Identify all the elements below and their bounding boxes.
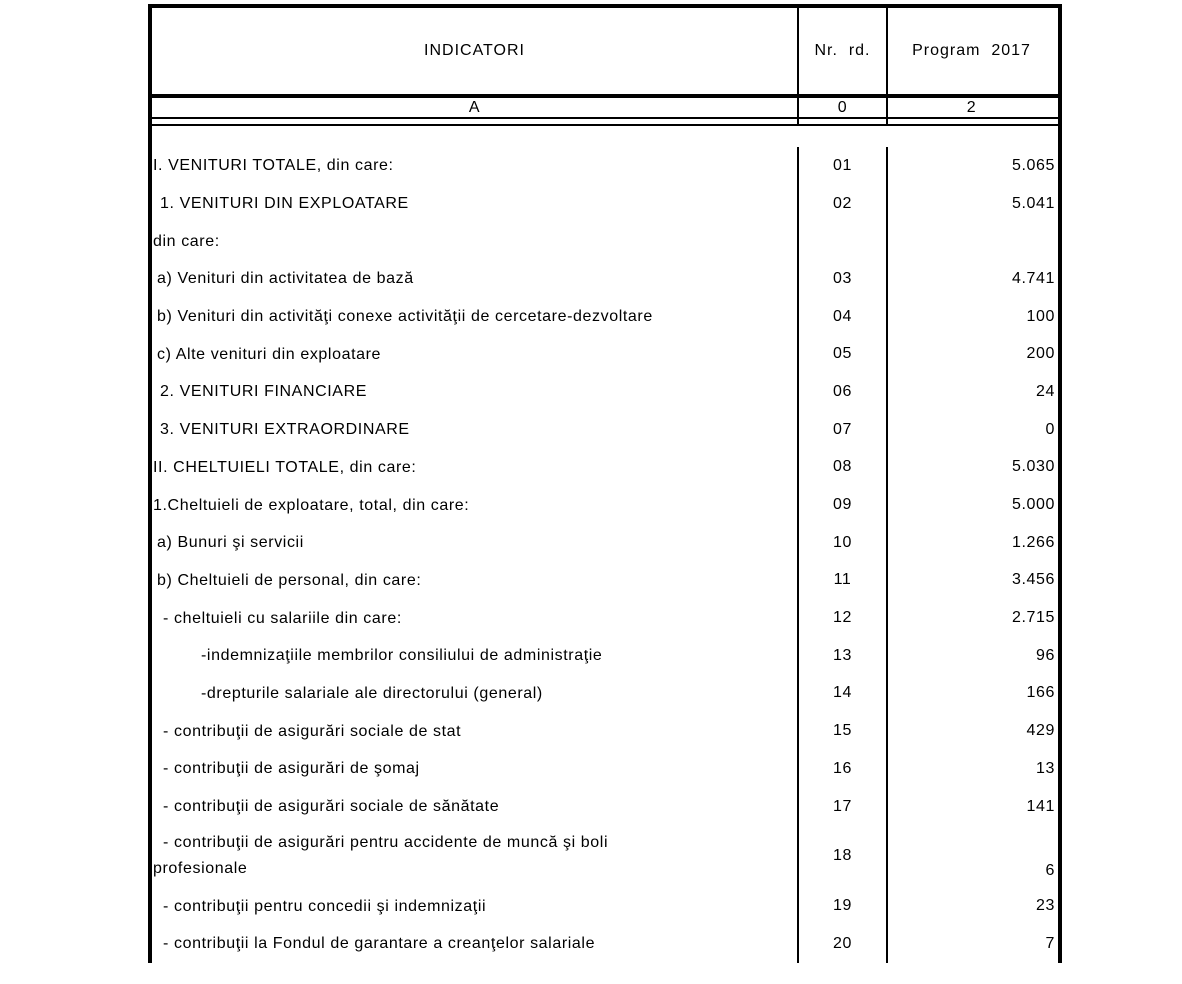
header-program-2017: Program 2017 [886,8,1058,94]
row-nr: 18 [797,825,886,887]
row-nr: 07 [797,411,886,449]
row-label-line2: profesionale [153,860,248,878]
row-program-value: 23 [886,887,1058,925]
subheader-0: 0 [797,98,886,117]
row-nr: 17 [797,788,886,826]
row-indicator-cell [152,185,797,223]
row-indicator-cell [152,373,797,411]
row-label: -indemnizaţiile membrilor consiliului de administraţie [201,647,603,665]
row-label: - contribuţii de asigurări de şomaj [163,760,420,778]
row-nr: 06 [797,373,886,411]
row-indicator-cell [152,675,797,713]
row-label: II. CHELTUIELI TOTALE, din care: [153,458,417,476]
row-label: I. VENITURI TOTALE, din care: [153,157,394,175]
table-row [152,750,1058,788]
table-row [152,599,1058,637]
row-indicator-cell [152,562,797,600]
row-label: b) Cheltuieli de personal, din care: [157,571,422,589]
row-indicator-cell [152,887,797,925]
row-indicator-cell [152,260,797,298]
row-label: - contribuţii pentru concedii şi indemnizaţii [163,897,487,915]
row-program-value: 4.741 [886,260,1058,298]
row-nr: 19 [797,887,886,925]
row-label: - contribuţii de asigurări sociale de stat [163,722,462,740]
table-row [152,637,1058,675]
table-row [152,524,1058,562]
table-row [152,298,1058,336]
row-label: a) Venituri din activitatea de bază [157,270,414,288]
row-program-value: 3.456 [886,562,1058,600]
row-program-value: 7 [886,925,1058,963]
row-indicator-cell [152,925,797,963]
table-row [152,887,1058,925]
row-nr: 03 [797,260,886,298]
table-row [152,486,1058,524]
row-label: 2. VENITURI FINANCIARE [160,383,368,401]
table-row [152,335,1058,373]
table-row [152,185,1058,223]
row-indicator-cell [152,486,797,524]
row-nr: 14 [797,675,886,713]
row-program-value: 5.065 [886,147,1058,185]
row-nr: 15 [797,712,886,750]
row-indicator-cell [152,411,797,449]
row-program-value: 141 [886,788,1058,826]
row-nr: 12 [797,599,886,637]
row-label: - contribuţii de asigurări pentru accidente de muncă şi boli [163,834,609,852]
row-indicator-cell [152,788,797,826]
row-indicator-cell [152,637,797,675]
row-nr: 01 [797,147,886,185]
row-nr: 02 [797,185,886,223]
subheader-2: 2 [886,98,1058,117]
row-nr [797,222,886,260]
row-nr: 10 [797,524,886,562]
row-indicator-cell [152,712,797,750]
table-row [152,562,1058,600]
row-program-value: 96 [886,637,1058,675]
row-program-value: 13 [886,750,1058,788]
row-label: din care: [153,232,220,250]
row-program-value: 5.041 [886,185,1058,223]
table-row [152,373,1058,411]
row-indicator-cell [152,825,797,887]
subheader-a: A [468,98,481,116]
table-row [152,925,1058,963]
row-label: 3. VENITURI EXTRAORDINARE [160,421,410,439]
table-row [152,712,1058,750]
table-row [152,222,1058,260]
row-indicator-cell [152,147,797,185]
row-label: b) Venituri din activităţi conexe activităţii de cercetare-dezvoltare [157,308,653,326]
row-indicator-cell [152,750,797,788]
row-label: a) Bunuri şi servicii [157,534,304,552]
row-nr: 16 [797,750,886,788]
table-row [152,675,1058,713]
row-program-value: 166 [886,675,1058,713]
row-program-value: 100 [886,298,1058,336]
table-row [152,449,1058,487]
row-nr: 05 [797,335,886,373]
row-program-value: 5.000 [886,486,1058,524]
row-indicator-cell [152,524,797,562]
row-program-value: 24 [886,373,1058,411]
row-label: -drepturile salariale ale directorului (general) [201,684,543,702]
table-row [152,825,1058,887]
row-program-value: 2.715 [886,599,1058,637]
row-nr: 04 [797,298,886,336]
table-row [152,411,1058,449]
row-label: - contribuţii de asigurări sociale de sănătate [163,798,500,816]
row-nr: 20 [797,925,886,963]
row-nr: 09 [797,486,886,524]
row-program-value: 1.266 [886,524,1058,562]
row-program-value: 6 [886,825,1058,887]
row-label: - contribuţii la Fondul de garantare a creanţelor salariale [163,935,596,953]
row-indicator-cell [152,335,797,373]
table-row [152,147,1058,185]
row-program-value: 5.030 [886,449,1058,487]
financial-indicators-table [148,4,1062,963]
table-body [152,126,1058,963]
table-subheader-row [152,98,1058,119]
table-header-row [152,8,1058,98]
row-nr: 08 [797,449,886,487]
row-program-value: 429 [886,712,1058,750]
row-indicator-cell [152,599,797,637]
row-label: - cheltuieli cu salariile din care: [163,609,402,627]
table-row [152,788,1058,826]
header-indicatori: INDICATORI [424,42,525,59]
row-label: 1. VENITURI DIN EXPLOATARE [160,195,409,213]
row-indicator-cell [152,298,797,336]
row-nr: 13 [797,637,886,675]
row-nr: 11 [797,562,886,600]
row-program-value: 200 [886,335,1058,373]
row-program-value: 0 [886,411,1058,449]
table-row [152,260,1058,298]
row-label: c) Alte venituri din exploatare [157,345,382,363]
row-program-value [886,222,1058,260]
header-nr-rd: Nr. rd. [797,8,886,94]
double-rule-divider [152,119,1058,126]
row-label: 1.Cheltuieli de exploatare, total, din care: [153,496,470,514]
row-indicator-cell [152,449,797,487]
row-indicator-cell [152,222,797,260]
